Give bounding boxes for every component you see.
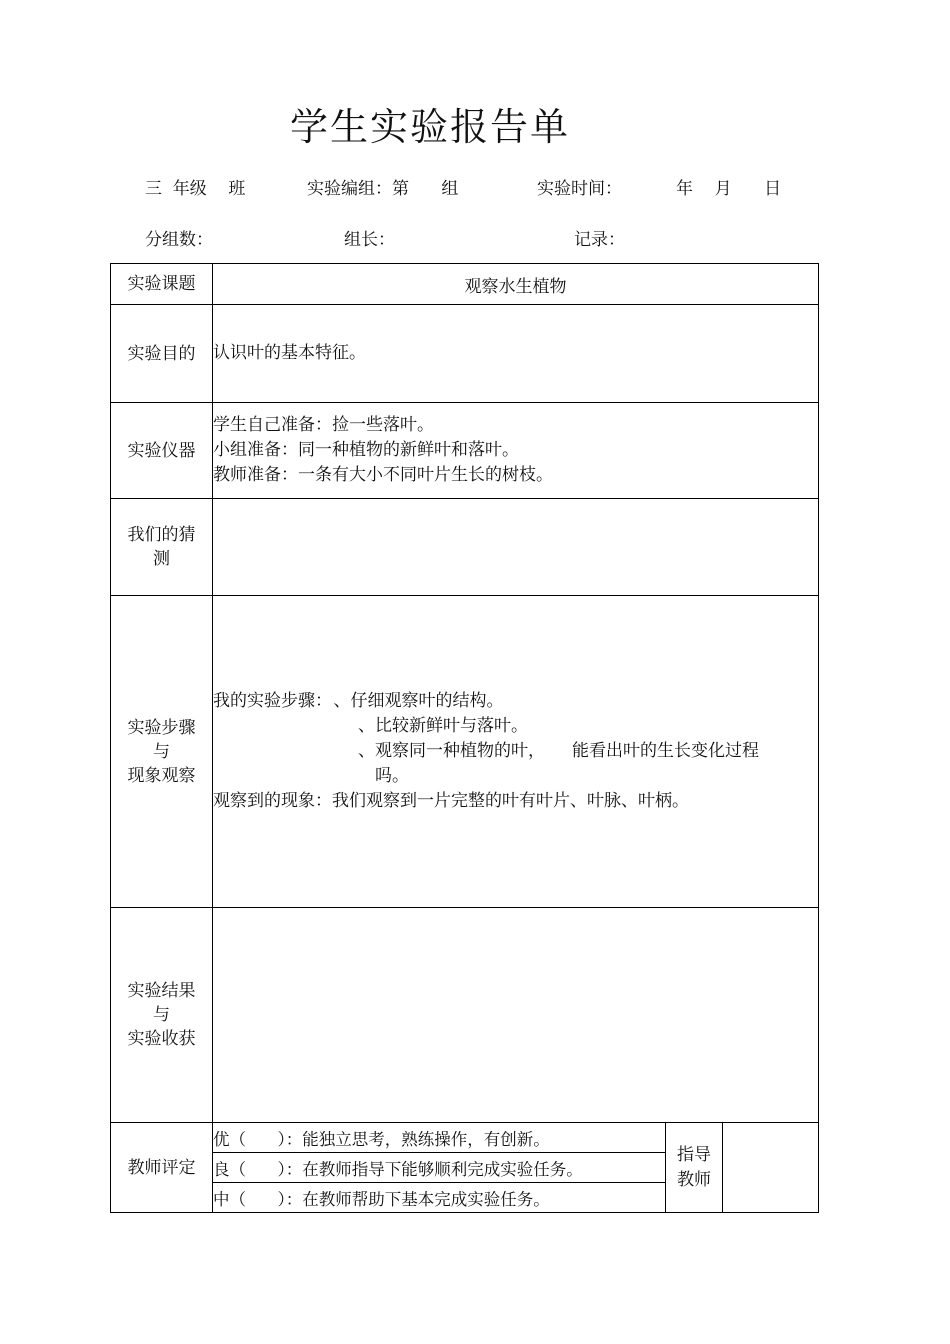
experiment-time: 实验时间： 年 月 日 — [537, 179, 782, 199]
guess-label-line2: 测 — [153, 549, 170, 569]
row-steps — [111, 596, 819, 908]
step-line-1 — [213, 689, 818, 714]
step-1: 、仔细观察叶的结构。 — [333, 691, 504, 711]
step-2: 、比较新鲜叶与落叶。 — [358, 716, 528, 736]
steps-label-line2: 与 — [153, 741, 170, 762]
guess-label — [111, 499, 213, 596]
guide-teacher-label — [666, 1123, 723, 1213]
evaluation-label: 教师评定 — [111, 1123, 213, 1213]
equipment-teacher: 教师准备：一条有大小不同叶片生长的树枝。 — [213, 465, 553, 485]
result-value — [213, 908, 819, 1123]
guide-teacher-value — [723, 1123, 819, 1213]
result-label-line3: 实验收获 — [127, 1029, 196, 1049]
recorder: 记录： — [574, 230, 625, 250]
steps-value — [213, 596, 819, 908]
result-label-line1: 实验结果 — [127, 981, 196, 1001]
equipment-value — [213, 403, 819, 499]
guide-line2: 教师 — [677, 1169, 711, 1190]
topic-value: 观察水生植物 — [213, 264, 819, 305]
row-result — [111, 908, 819, 1123]
row-purpose — [111, 305, 819, 403]
step-3-cont: 吗。 — [375, 766, 409, 786]
grade-class: 三 年级 班 — [145, 179, 246, 199]
purpose-value: 认识叶的基本特征。 — [213, 305, 819, 403]
equipment-student: 学生自己准备：捡一些落叶。 — [213, 415, 434, 435]
result-label — [111, 908, 213, 1123]
grade-medium: 中（ ）：在教师帮助下基本完成实验任务。 — [213, 1183, 666, 1213]
steps-label-line1: 实验步骤 — [127, 717, 196, 738]
group-leader: 组长： — [344, 230, 395, 250]
purpose-label: 实验目的 — [111, 305, 213, 403]
row-topic — [111, 264, 819, 305]
equipment-group: 小组准备：同一种植物的新鲜叶和落叶。 — [213, 440, 519, 460]
step-list — [213, 689, 818, 814]
page-title: 学生实验报告单 — [289, 105, 570, 149]
equipment-label: 实验仪器 — [111, 403, 213, 499]
grade-good: 良（ ）：在教师指导下能够顺利完成实验任务。 — [213, 1153, 666, 1183]
guess-label-line1: 我们的猜 — [127, 525, 196, 545]
result-label-line2: 与 — [153, 1005, 170, 1025]
group-number: 实验编组：第 组 — [307, 179, 459, 199]
report-table — [110, 263, 819, 1213]
guide-line1: 指导 — [677, 1144, 711, 1165]
group-count: 分组数： — [145, 230, 213, 250]
steps-intro: 我的实验步骤： — [213, 691, 324, 711]
observation: 观察到的现象：我们观察到一片完整的叶有叶片、叶脉、叶柄。 — [213, 791, 689, 811]
step-3: 、观察同一种植物的叶， 能看出叶的生长变化过程 — [358, 741, 760, 761]
steps-label — [111, 596, 213, 908]
grade-excellent: 优（ ）：能独立思考，熟练操作，有创新。 — [213, 1123, 666, 1153]
row-eval-excellent — [111, 1123, 819, 1153]
guess-value — [213, 499, 819, 596]
row-equipment — [111, 403, 819, 499]
row-guess — [111, 499, 819, 596]
topic-label: 实验课题 — [111, 264, 213, 305]
steps-label-line3: 现象观察 — [127, 765, 196, 786]
